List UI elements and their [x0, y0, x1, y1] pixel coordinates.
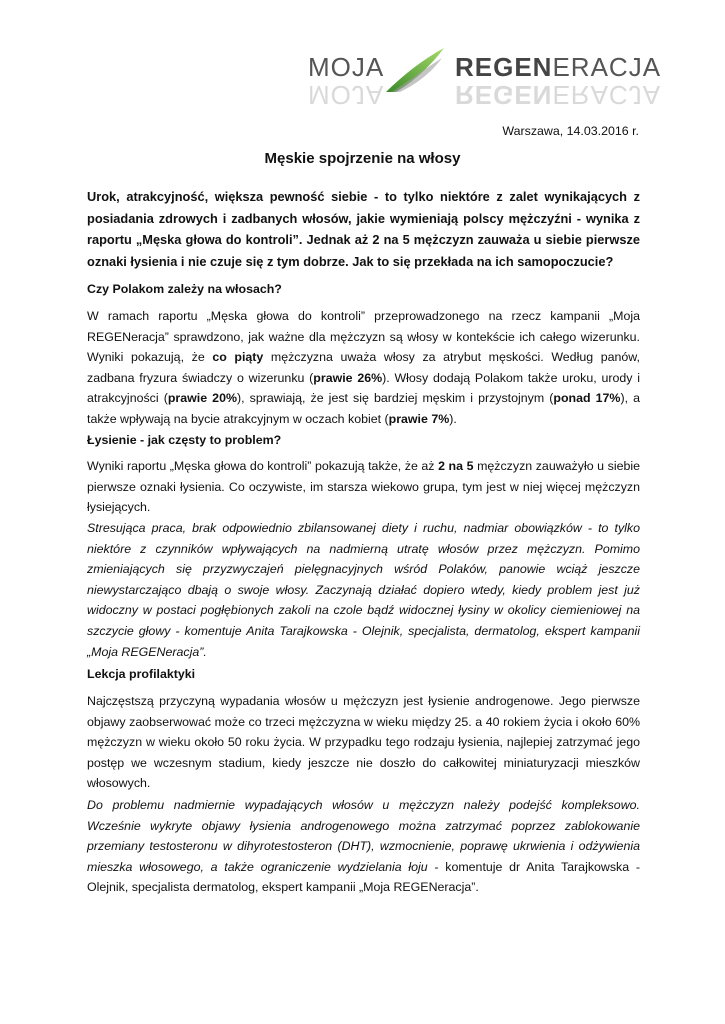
logo-word-regeneracja: REGENERACJA — [455, 52, 662, 82]
section-polakom-body — [87, 306, 640, 430]
section-heading: Lekcja profilaktyki — [87, 667, 196, 681]
body-paragraph: W ramach raportu „Męska głowa do kontroli” przeprowadzonego na rzecz kampanii „Moja REGENeracja” sprawdzono, jak ważne dla mężczyzn są włosy w kontekście ich całego wizerunku. Wyniki pokazują, że co piąty mężczyzna uważa włosy za atrybut męskości. Według panów, zadbana fryzura świadczy o wizerunku (prawie 26%). Włosy dodają Polakom także uroku, urody i atrakcyjności (prawie 20%), sprawiają, że jest się bardziej męskim i przystojnym (ponad 17%), a także wpływają na bycie atrakcyjnym w oczach kobiet (prawie 7%). — [87, 309, 641, 426]
lead-paragraph — [87, 186, 640, 272]
quote-text: Do problemu nadmiernie wypadających włosów u mężczyzn należy podejść kompleksowo. Wcześnie wykryte objawy łysienia androgenowego można zatrzymać poprzez zablokowanie przemiany testosteronu w dihyrotestosteron (DHT), wzmocnienie, poprawę ukrwienia i odżywienia mieszka włosowego, a także ograniczenie wydzielania łoju - komentuje dr Anita Tarajkowska - Olejnik, specjalista dermatolog, ekspert kampanii „Moja REGENeracja”. — [87, 798, 640, 895]
section-heading: Czy Polakom zależy na włosach? — [87, 282, 282, 296]
section-lekcja-body — [87, 691, 640, 794]
moja-regeneracja-logo — [300, 38, 662, 110]
logo-word-moja: MOJA — [308, 52, 385, 82]
section-polakom — [87, 279, 640, 300]
body-paragraph: Najczęstszą przyczyną wypadania włosów u mężczyzn jest łysienie androgenowe. Jego pierwsze objawy zaobserwować może co trzeci mężczyzna w wieku między 25. a 40 rokiem życia i około 60% mężczyzn w wieku około 50 roku życia. W przypadku tego rodzaju łysienia, najlepiej zatrzymać jego postęp we wczesnym stadium, kiedy jeszcze nie doszło do całkowitej miniaturyzacji mieszków włosowych. — [87, 694, 640, 791]
section-lekcja — [87, 664, 640, 685]
body-paragraph: Wyniki raportu „Męska głowa do kontroli” pokazują także, że aż 2 na 5 mężczyzn zauważyło u siebie pierwsze oznaki łysienia. Co oczywiste, im starsza wiekowo grupa, tym jest w niej więcej mężczyzn łysiejących. — [87, 459, 641, 515]
quote-paragraph-2 — [87, 795, 640, 898]
leaf-logo-icon — [382, 46, 452, 96]
document-date: Warszawa, 14.03.2016 r. — [502, 124, 639, 138]
section-heading: Łysienie - jak częsty to problem? — [87, 433, 282, 447]
lead-text: Urok, atrakcyjność, większa pewność siebie - to tylko niektóre z zalet wynikających z posiadania zdrowych i zadbanych włosów, jakie wymieniają polscy mężczyźni - wynika z raportu „Męska głowa do kontroli”. Jednak aż 2 na 5 mężczyzn zauważa u siebie pierwsze oznaki łysienia i nie czuje się z tym dobrze. Jak to się przekłada na ich samopoczucie? — [87, 189, 640, 269]
quote-paragraph-1 — [87, 518, 640, 662]
logo-reflection-moja: MOJA — [308, 80, 385, 110]
document-title: Męskie spojrzenie na włosy — [264, 150, 461, 167]
section-lysienie — [87, 430, 640, 451]
section-lysienie-body — [87, 456, 640, 518]
quote-text: Stresująca praca, brak odpowiednio zbilansowanej diety i ruchu, nadmiar obowiązków - to tylko niektóre z czynników wpływających na nadmierną utratę włosów przez mężczyzn. Pomimo zmieniających się przyzwyczajeń pielęgnacyjnych wśród Polaków, panowie wciąż jeszcze niewystarczająco dbają o swoje włosy. Zaczynają działać dopiero wtedy, kiedy problem jest już widoczny w postaci pogłębionych zakoli na czole bądź widocznej łysiny w okolicy ciemieniowej na szczycie głowy - komentuje Anita Tarajkowska - Olejnik, specjalista, dermatolog, ekspert kampanii „Moja REGENeracja”. — [87, 521, 641, 659]
logo-reflection-regeneracja: REGENERACJA — [455, 80, 662, 110]
